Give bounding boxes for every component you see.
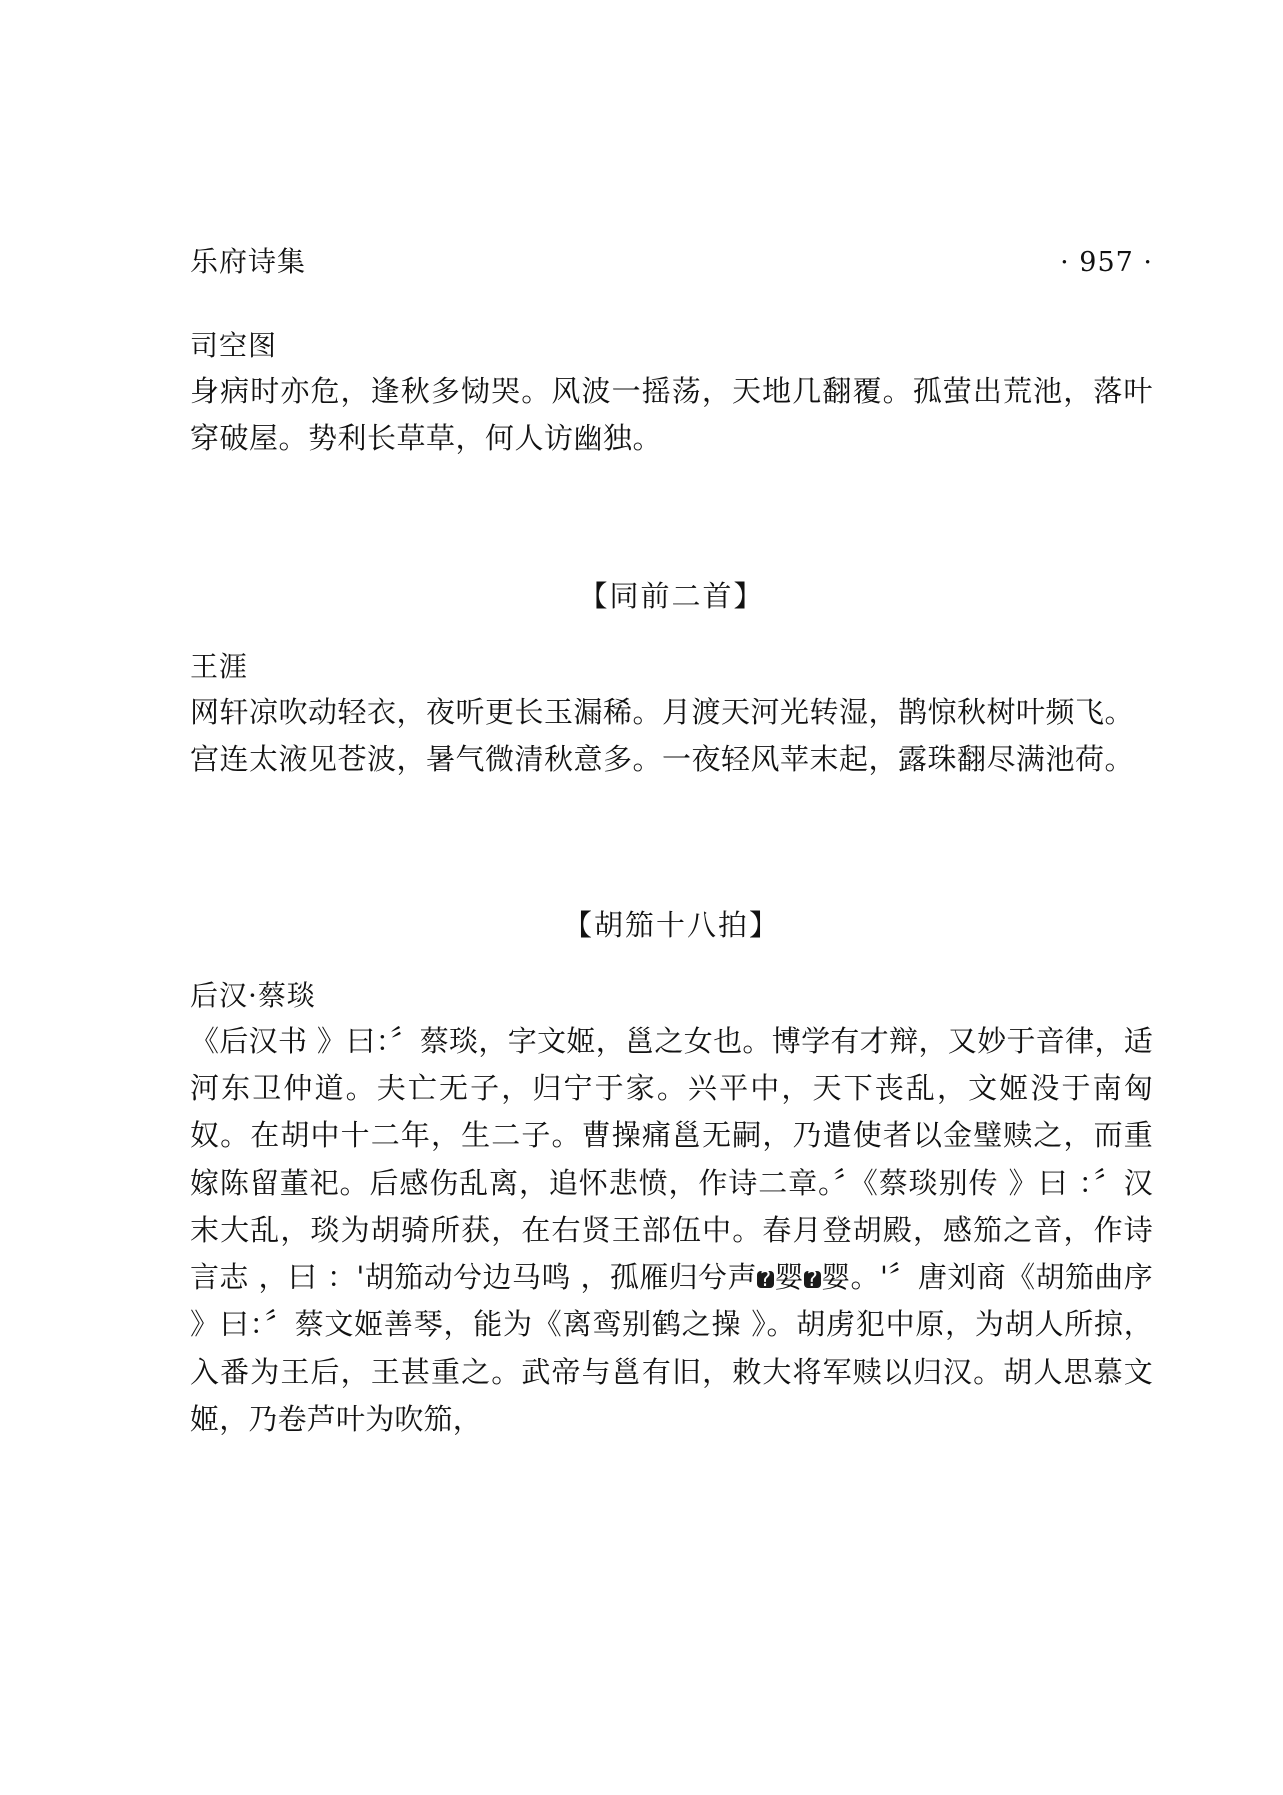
page-number: · 957 · xyxy=(1060,247,1153,278)
section-title: 【胡笳十八拍】 xyxy=(562,907,780,942)
section-tongqian-ershou xyxy=(190,574,1153,783)
poem-author: 司空图 xyxy=(190,329,278,362)
prose-body xyxy=(190,1018,1153,1443)
prose-part-1: 《后汉书 》曰：〞蔡琰，字文姬，邕之女也。博学有才辩，又妙于音律，适河东卫仲道。夫亡无子，归宁于家。兴平中，天下丧乱，文姬没于南匈奴。在胡中十二年，生二子。曹操痛邕无嗣，乃遣使者以金璧赎之，而重嫁陈留董祀。后感伤乱离，追怀悲愤，作诗二章。〞《蔡琰别传 》曰 ：〞汉末大乱，琰为胡骑所获，在右贤王部伍中。春月登胡殿，感笳之音，作诗言志 ，曰 ：'胡笳动兮边马鸣 ，孤雁归兮声 xyxy=(190,1023,1153,1295)
poem-stanza-1: 网轩凉吹动轻衣，夜听更长玉漏稀。月渡天河光转湿，鹊惊秋树叶频飞。 xyxy=(190,694,1135,729)
missing-glyph-icon: ? xyxy=(804,1271,821,1288)
poem-author: 王涯 xyxy=(190,649,249,683)
book-title: 乐府诗集 xyxy=(190,245,307,278)
missing-glyph-icon: ? xyxy=(757,1271,774,1288)
poem-author: 后汉·蔡琰 xyxy=(190,978,316,1012)
spacer xyxy=(190,462,1153,574)
poem-stanza-2: 宫连太液见苍波，暑气微清秋意多。一夜轻风苹末起，露珠翻尽满池荷。 xyxy=(190,741,1135,776)
poem-line-block: 身病时亦危，逢秋多恸哭。风波一摇荡，天地几翻覆。孤萤出荒池，落叶穿破屋。势利长草草，何人访幽独。 xyxy=(190,374,1153,455)
page-header xyxy=(190,240,1153,280)
poem-body xyxy=(190,368,1153,462)
spacer xyxy=(190,944,1153,974)
section-sikongtu xyxy=(190,324,1153,462)
spacer xyxy=(190,615,1153,645)
prose-part-2: 婴 xyxy=(774,1260,804,1295)
section-title: 【同前二首】 xyxy=(578,578,765,613)
section-hujia-shibapai xyxy=(190,903,1153,1443)
prose-part-3: 婴。'〞唐刘商《胡笳曲序 》曰：〞蔡文姬善琴，能为《离鸾别鹤之操 》。胡虏犯中原，为胡人所掠，入番为王后，王甚重之。武帝与邕有旧，敕大将军赎以归汉。胡人思慕文姬，乃卷芦叶为吹笳， xyxy=(190,1260,1154,1436)
spacer xyxy=(190,783,1153,903)
poem-body xyxy=(190,689,1153,783)
